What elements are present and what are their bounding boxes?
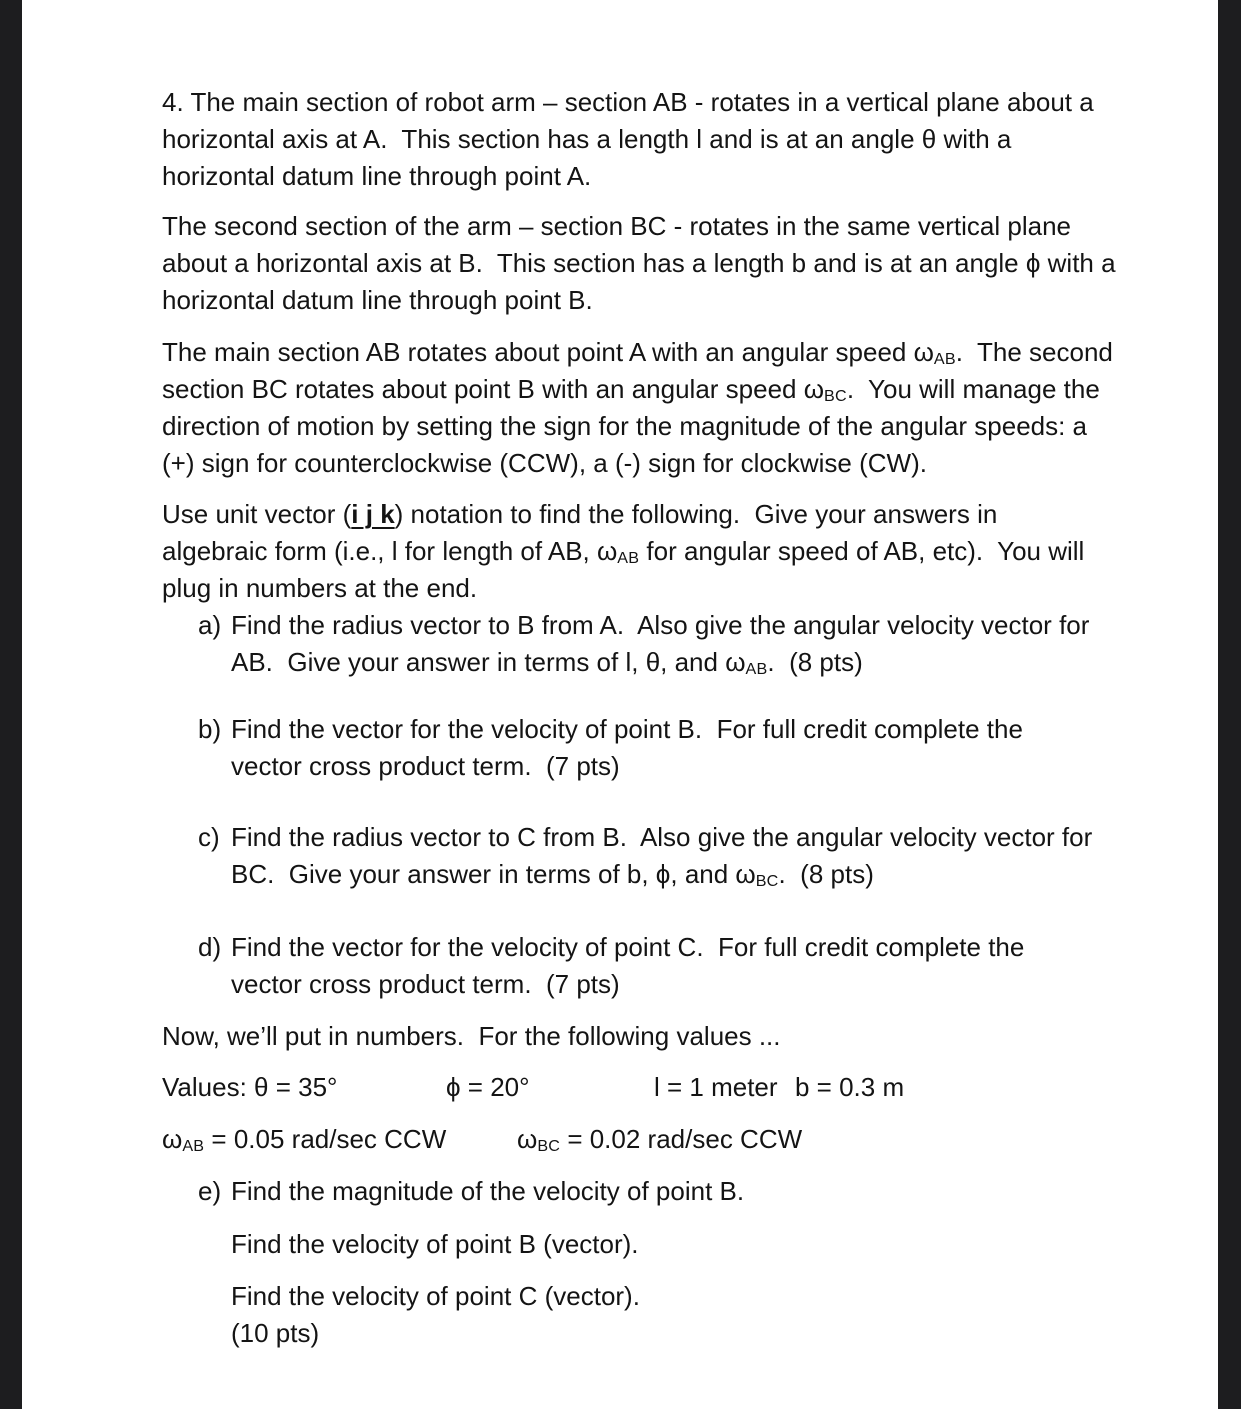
item-e-body [231, 1173, 744, 1210]
text-line [162, 245, 1202, 282]
item-b [162, 711, 1202, 785]
text-run: Find the radius vector to B from A. Also give the angular velocity vector for [231, 610, 1090, 640]
text-run: = 0.02 rad/sec CCW [560, 1124, 803, 1154]
item-d-body [231, 929, 1024, 1003]
text-line [231, 1173, 744, 1210]
text-run: . The second [955, 337, 1113, 367]
find-velocity-c-body [231, 1278, 640, 1352]
values-line-cell-3 [795, 1069, 904, 1106]
subscript-text: AB [745, 659, 768, 678]
item-a-body [231, 607, 1089, 681]
item-e [162, 1173, 1202, 1210]
text-run: AB. Give your answer in terms of l, θ, and ω [231, 647, 746, 677]
text-line [231, 1315, 640, 1352]
list-marker: d) [198, 932, 222, 962]
text-line [231, 929, 1024, 966]
text-line [162, 121, 1202, 158]
text-line [231, 966, 1024, 1003]
text-line [231, 644, 1089, 681]
text-run: b = 0.3 m [795, 1072, 905, 1102]
text-run: ω [517, 1124, 538, 1154]
subscript-text: BC [537, 1136, 561, 1155]
text-line [231, 819, 1092, 856]
subscript-text: AB [933, 349, 956, 368]
left-frame-bar [0, 0, 22, 1409]
text-run: The main section AB rotates about point A with an angular speed ω [162, 337, 934, 367]
subscript-text: AB [617, 548, 640, 567]
text-run: horizontal datum line through point B. [162, 285, 593, 315]
text-line [162, 371, 1202, 408]
find-velocity-c [162, 1278, 1202, 1352]
list-marker: a) [198, 610, 222, 640]
right-frame-bar [1218, 0, 1241, 1409]
text-run: = 0.05 rad/sec CCW [204, 1124, 447, 1154]
text-line [162, 445, 1202, 482]
text-run: ϕ = 20° [446, 1072, 530, 1102]
numbers-intro [162, 1018, 1202, 1055]
values-line-cell-2 [654, 1069, 778, 1106]
item-a [162, 607, 1202, 681]
text-run: ) notation to find the following. Give your answers in [394, 499, 998, 529]
text-line [231, 748, 1023, 785]
text-run: Use unit vector ( [162, 499, 352, 529]
text-line [162, 496, 1202, 533]
subscript-text: BC [824, 386, 847, 405]
values-line-cell-0 [162, 1069, 337, 1106]
subscript-text: AB [182, 1136, 205, 1155]
text-line [162, 334, 1202, 371]
text-run: (10 pts) [231, 1318, 320, 1348]
text-line [231, 711, 1023, 748]
item-b-body [231, 711, 1023, 785]
values-line [162, 1069, 1202, 1106]
text-run: Find the velocity of point C (vector). [231, 1281, 640, 1311]
text-run: ω [162, 1124, 183, 1154]
text-run: Find the radius vector to C from B. Also give the angular velocity vector for [231, 822, 1093, 852]
text-run: section BC rotates about point B with an angular speed ω [162, 374, 825, 404]
text-run: . (8 pts) [778, 859, 874, 889]
text-run: Now, we’ll put in numbers. For the following values ... [162, 1021, 781, 1051]
omega-values-line-cell-0 [162, 1121, 446, 1158]
text-run: The second section of the arm – section BC - rotates in the same vertical plane [162, 211, 1072, 241]
text-line [231, 856, 1092, 893]
values-line-cell-1 [446, 1069, 530, 1106]
find-velocity-b [162, 1226, 1202, 1263]
text-line [162, 282, 1202, 319]
omega-values-line [162, 1121, 1202, 1158]
text-run: vector cross product term. (7 pts) [231, 969, 620, 999]
list-marker [198, 1226, 231, 1263]
text-run: (+) sign for counterclockwise (CCW), a (-) sign for clockwise (CW). [162, 448, 927, 478]
unit-vector-instructions [162, 496, 1202, 607]
text-run: . (8 pts) [767, 647, 863, 677]
text-run: for angular speed of AB, etc). You will [639, 536, 1085, 566]
section-bc-paragraph [162, 208, 1202, 319]
document-page [162, 84, 1202, 1352]
text-line [162, 408, 1202, 445]
subscript-text: BC [755, 871, 779, 890]
text-run: i j k [351, 499, 395, 529]
find-velocity-b-body [231, 1226, 639, 1263]
text-run: Find the magnitude of the velocity of point B. [231, 1176, 745, 1206]
intro-ab-paragraph [162, 84, 1202, 195]
item-c [162, 819, 1202, 893]
text-line [162, 533, 1202, 570]
text-run: BC. Give your answer in terms of b, ϕ, and ω [231, 859, 756, 889]
text-line [162, 1018, 1202, 1055]
text-line [162, 570, 1202, 607]
text-run: about a horizontal axis at B. This section has a length b and is at an angle ϕ with a [162, 248, 1116, 278]
text-line [231, 1278, 640, 1315]
text-run: horizontal datum line through point A. [162, 161, 592, 191]
text-run: horizontal axis at A. This section has a length l and is at an angle θ with a [162, 124, 1012, 154]
text-run: direction of motion by setting the sign for the magnitude of the angular speeds: a [162, 411, 1088, 441]
text-line [162, 158, 1202, 195]
text-run: Values: θ = 35° [162, 1072, 338, 1102]
text-line [162, 84, 1202, 121]
angular-speed-paragraph [162, 334, 1202, 482]
item-d [162, 929, 1202, 1003]
text-run: 4. The main section of robot arm – section AB - rotates in a vertical plane about a [162, 87, 1094, 117]
text-run: plug in numbers at the end. [162, 573, 478, 603]
text-line [162, 208, 1202, 245]
text-run: algebraic form (i.e., l for length of AB, ω [162, 536, 618, 566]
text-line [231, 1226, 639, 1263]
text-run: Find the vector for the velocity of point C. For full credit complete the [231, 932, 1025, 962]
list-marker [198, 1278, 231, 1315]
list-marker: c) [198, 822, 220, 852]
list-marker: b) [198, 714, 222, 744]
text-run: Find the velocity of point B (vector). [231, 1229, 639, 1259]
text-run: Find the vector for the velocity of point B. For full credit complete the [231, 714, 1023, 744]
list-marker: e) [198, 1176, 222, 1206]
text-line [231, 607, 1089, 644]
omega-values-line-cell-1 [517, 1121, 802, 1158]
text-run: l = 1 meter [654, 1072, 778, 1102]
item-c-body [231, 819, 1092, 893]
text-run: . You will manage the [846, 374, 1100, 404]
text-run: vector cross product term. (7 pts) [231, 751, 620, 781]
